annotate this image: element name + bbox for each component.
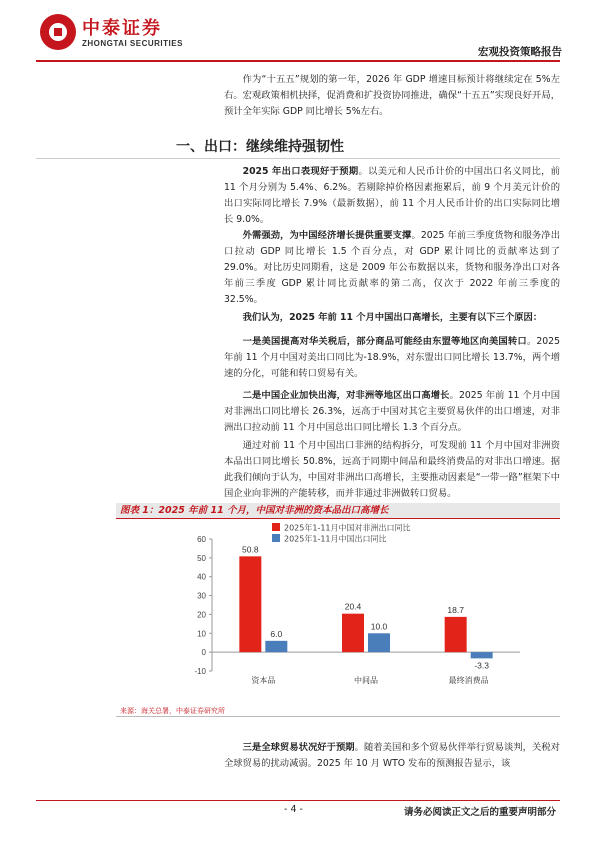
footer-divider (36, 800, 560, 801)
data-label: 50.8 (242, 544, 259, 555)
paragraph-reason-three (224, 740, 560, 772)
figure-divider (116, 716, 560, 717)
company-logo (40, 14, 250, 54)
section-title: 一、出口：继续维持强韧性 (176, 139, 344, 155)
paragraph-lead: 外需强劲，为中国经济增长提供重要支撑 (242, 230, 412, 241)
bar (368, 633, 390, 652)
data-label: 10.0 (370, 621, 388, 632)
page-header (0, 0, 596, 62)
intro-paragraph: 作为“十五五”规划的第一年，2026 年 GDP 增速目标预计将继续定在 5%左右。宏观政策相机抉择，促消费和扩投资协同推进，确保“十五五”实现良好开局，预计全年实际 GDP 同比增长 5%左右。 (224, 74, 560, 117)
header-divider (36, 60, 560, 62)
data-label: 18.7 (447, 604, 464, 615)
paragraph-lead: 三是全球贸易状况好于预期 (242, 742, 355, 753)
section-divider (36, 158, 560, 159)
page-number: - 4 - (284, 804, 303, 815)
y-tick-label: -10 (194, 667, 206, 676)
paragraph-export-performance (224, 164, 560, 228)
y-tick-label: 40 (197, 572, 206, 582)
bar (445, 617, 467, 652)
legend-label: 2025年1-11月中国出口同比 (284, 534, 387, 544)
y-tick-label: 0 (201, 648, 206, 658)
data-label: -3.3 (474, 660, 489, 671)
data-label: 6.0 (270, 628, 283, 639)
bar (265, 641, 287, 652)
paragraph-body: 。2025 年前三季度货物和服务净出口拉动 GDP 同比增长 1.5 个百分点，对 GDP 累计同比的贡献率达到了 29.0%。对比历史同期看，这是 2009 年公布数据以来，货物和服务净出口对各年前三季度 GDP 累计同比贡献率的第二高，仅次于 2022 年前三季度的 32.5%。 (224, 230, 560, 305)
x-tick-label: 最终消费品 (448, 676, 489, 685)
y-tick-label: 30 (197, 591, 206, 601)
y-tick-label: 10 (197, 629, 206, 639)
paragraph-three-reasons: 我们认为，2025 年前 11 个月中国出口高增长，主要有以下三个原因： (242, 312, 543, 323)
legend-label: 2025年1-11月中国对非洲出口同比 (284, 523, 411, 533)
disclaimer-note: 请务必阅读正文之后的重要声明部分 (403, 807, 556, 818)
paragraph-africa-structure: 通过对前 11 个月中国出口非洲的结构拆分，可发现前 11 个月中国对非洲资本品出口同比增长 50.8%，远高于同期中间品和最终消费品的对非出口增速。据此我们倾向于认为，中国对非洲出口高增长，主要推动因素是“一带一路”框架下中国企业向非洲的产能转移，而并非通过非洲做转口贸易。 (224, 440, 560, 499)
legend-swatch (272, 534, 280, 542)
paragraph-reason-two (224, 388, 560, 436)
figure-chart-area (116, 518, 560, 705)
data-label: 20.4 (344, 601, 362, 612)
y-tick-label: 50 (197, 553, 206, 563)
logo-emblem-icon (40, 14, 76, 50)
x-tick-label: 资本品 (251, 676, 276, 685)
paragraph-lead: 2025 年出口表现好于预期 (242, 166, 359, 177)
y-tick-label: 60 (197, 535, 206, 544)
paragraph-lead: 一是美国提高对华关税后，部分商品可能经由东盟等地区向美国转口 (242, 336, 527, 347)
y-tick-label: 20 (197, 610, 206, 620)
report-type: 宏观投资策略报告 (478, 46, 562, 58)
legend-swatch (272, 523, 280, 531)
figure-source: 来源：海关总署，中泰证券研究所 (120, 707, 225, 715)
paragraph-lead: 二是中国企业加快出海，对非洲等地区出口高增长 (242, 390, 450, 401)
logo-english-name: ZHONGTAI SECURITIES (82, 39, 183, 48)
paragraph-body: 。以美元和人民币计价的中国出口名义同比，前 11 个月分别为 5.4%、6.2%。若剔除掉价格因素拖累后，前 9 个月美元计价的出口实际同比增长 7.9%（最新数据），前 11 个月人民币计价的出口实际同比增长 9.0%。 (224, 166, 560, 225)
figure-title: 图表 1：2025 年前 11 个月，中国对非洲的资本品出口高增长 (120, 505, 389, 516)
paragraph-body: 。2025 年前 11 个月中国对美出口同比为-18.9%，对东盟出口同比增长 13.7%，两个增速的分化，可能和转口贸易有关。 (224, 336, 560, 379)
bar (342, 614, 364, 652)
paragraph-body: 。2025 年前 11 个月中国对非洲出口同比增长 26.3%，远高于中国对其它主要贸易伙伴的出口增速，对非洲出口拉动前 11 个月中国总出口同比增长 1.3 个百分点。 (224, 390, 560, 433)
paragraph-reason-one (224, 334, 560, 382)
logo-chinese-name: 中泰证券 (82, 18, 162, 39)
paragraph-body: 。随着美国和多个贸易伙伴举行贸易谈判，关税对全球贸易的扰动减弱。2025 年 10 月 WTO 发布的预测报告显示，该 (224, 742, 560, 769)
bar (239, 556, 261, 652)
paragraph-external-demand (224, 228, 560, 308)
x-tick-label: 中间品 (354, 676, 378, 685)
bar-chart (116, 519, 560, 705)
bar (471, 652, 493, 658)
